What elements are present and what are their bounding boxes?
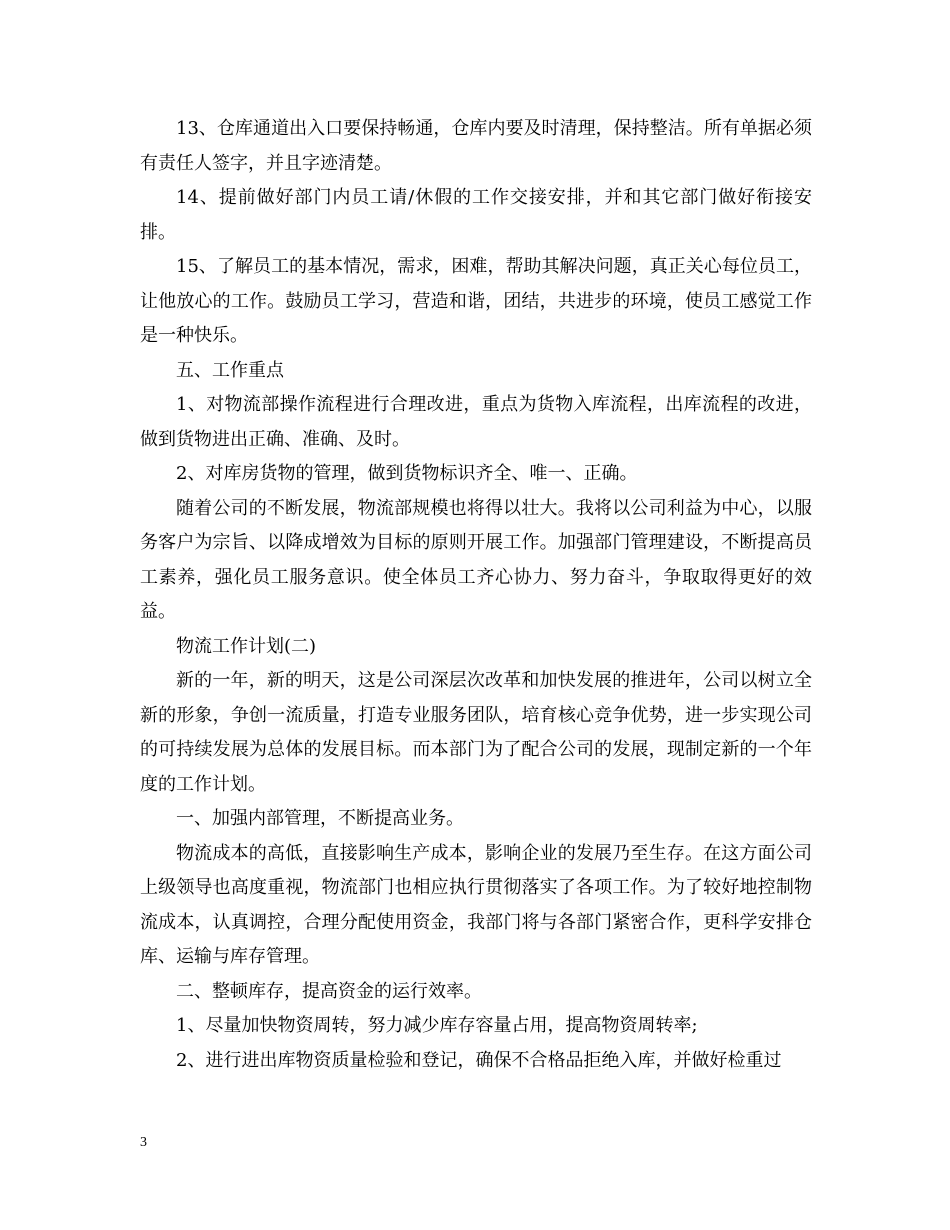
cost-paragraph: 物流成本的高低，直接影响生产成本，影响企业的发展乃至生存。在这方面公司上级领导也高度重视，物流部门也相应执行贯彻落实了各项工作。为了较好地控制物流成本，认真调控，合理分配使用资金，我部门将与各部门紧密合作，更科学安排仓库、运输与库存管理。 [140,842,812,967]
page-number: 3 [140,1135,147,1150]
paragraph-item-15: 15、了解员工的基本情况，需求，困难，帮助其解决问题，真正关心每位员工，让他放心的工作。鼓励员工学习，营造和谐，团结，共进步的环境，使员工感觉工作是一种快乐。 [140,256,812,346]
section-heading-work-focus: 五、工作重点 [176,359,284,381]
plan-two-title: 物流工作计划(二) [176,635,317,657]
intro-paragraph: 新的一年，新的明天，这是公司深层次改革和加快发展的推进年，公司以树立全新的形象，争创一流质量，打造专业服务团队，培育核心竞争优势，进一步实现公司的可持续发展为总体的发展目标。而本部门为了配合公司的发展，现制定新的一个年度的工作计划。 [140,670,812,795]
focus-item-1: 1、对物流部操作流程进行合理改进，重点为货物入库流程，出库流程的改进，做到货物进出正确、准确、及时。 [140,394,812,450]
inventory-item-1: 1、尽量加快物资周转，努力减少库存容量占用，提高物资周转率; [176,1015,698,1036]
section-heading-internal-management: 一、加强内部管理，不断提高业务。 [176,808,464,829]
document-body [140,112,812,1078]
conclusion-paragraph: 随着公司的不断发展，物流部规模也将得以壮大。我将以公司利益为中心，以服务客户为宗旨、以降成增效为目标的原则开展工作。加强部门管理建设，不断提高员工素养，强化员工服务意识。使全体员工齐心协力、努力奋斗，争取取得更好的效益。 [140,497,812,622]
paragraph-item-13: 13、仓库通道出入口要保持畅通，仓库内要及时清理，保持整洁。所有单据必须有责任人签字，并且字迹清楚。 [140,118,812,174]
inventory-item-2: 2、进行进出库物资质量检验和登记，确保不合格品拒绝入库，并做好检重过 [176,1049,782,1071]
section-heading-inventory: 二、整顿库存，提高资金的运行效率。 [176,980,482,1002]
focus-item-2: 2、对库房货物的管理，做到货物标识齐全、唯一、正确。 [176,463,638,484]
paragraph-item-14: 14、提前做好部门内员工请/休假的工作交接安排，并和其它部门做好衔接安排。 [140,187,812,243]
